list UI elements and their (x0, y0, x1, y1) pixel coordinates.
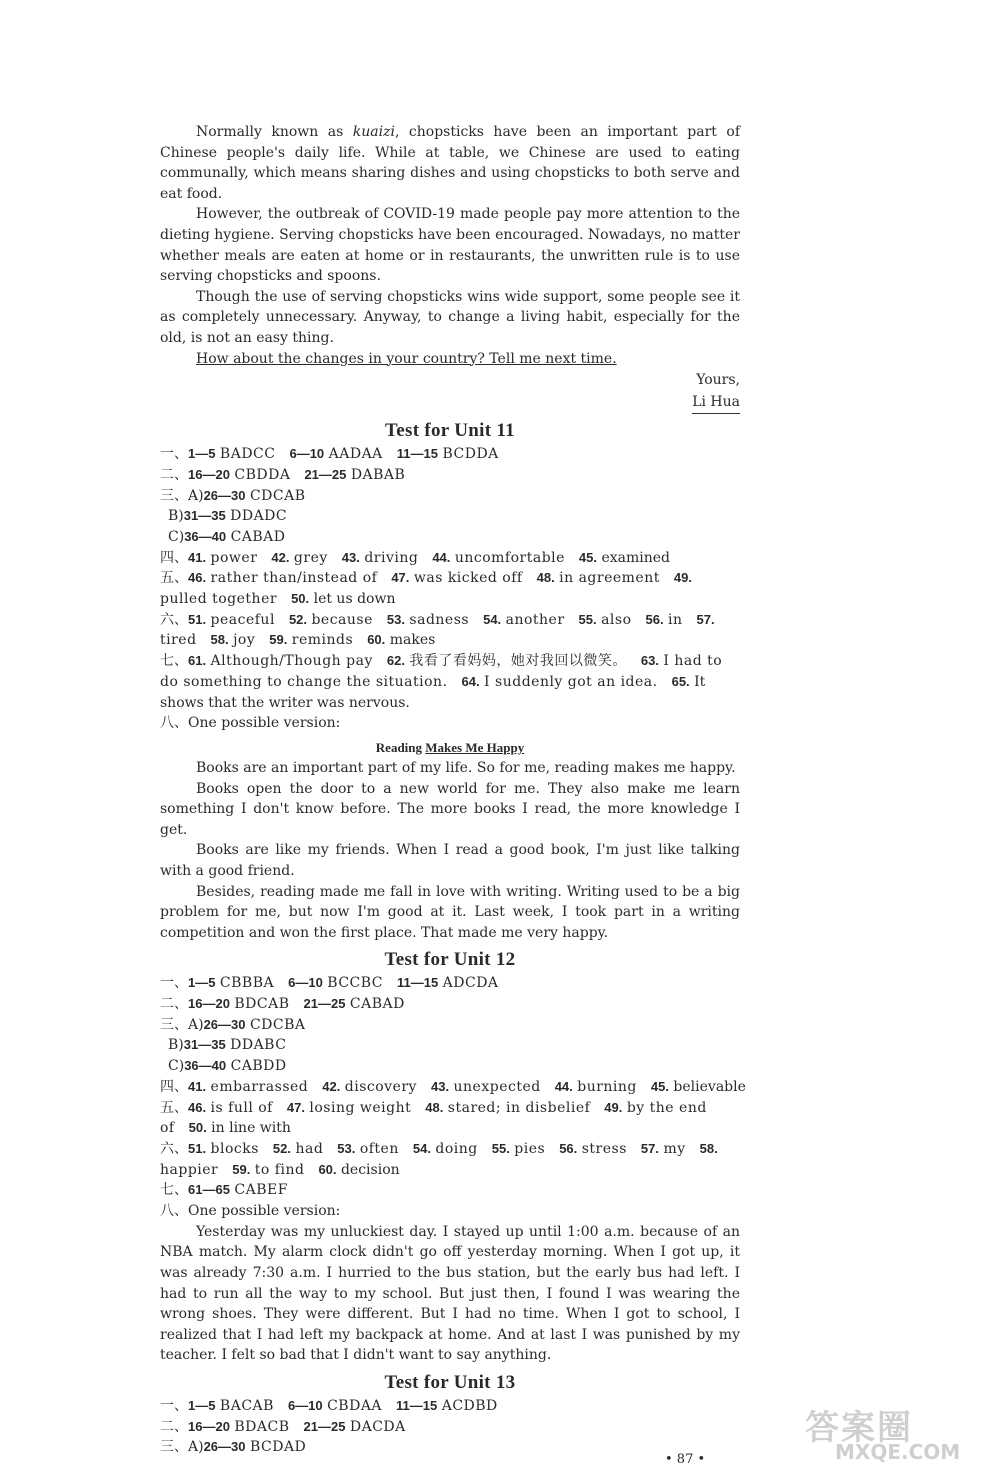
essay-paragraph: Books are like my friends. When I read a good book, I'm just like talking with a good friend. (160, 842, 740, 879)
answer-row: 三、A)26—30 BCDAD (160, 1439, 307, 1456)
answer-row: 二、16—20 BDCAB 21—25 CABAD (160, 996, 405, 1013)
italic-word: kuaizi (352, 124, 395, 140)
answer-row: 七、61. Although/Though pay 62. 我看了看妈妈，她对我回以微笑。 63. I had to do something to change the situation. 64. I suddenly got an idea. 65. It shows that the writer was nervous. (160, 653, 723, 711)
answer-row: 二、16—20 CBDDA 21—25 DABAB (160, 466, 406, 483)
answer-page (160, 122, 746, 1458)
essay-paragraph: Books are an important part of my life. So for me, reading makes me happy. (196, 759, 736, 776)
letter-paragraph (160, 349, 740, 370)
page-number: • 87 • (665, 1452, 706, 1467)
signer-name: Li Hua (692, 391, 740, 414)
essay-paragraph: Besides, reading made me fall in love with writing. Writing used to be a big problem for me, but now I'm good at it. Last week, I took part in a writing competition and won the first place. That made me very happy. (160, 883, 740, 941)
answer-row: 三、A)26—30 CDCBA (160, 1016, 306, 1033)
answer-row: 七、61—65 CABEF (160, 1182, 288, 1199)
essay-paragraph: Books open the door to a new world for me. They also make me learn something I don't know before. The more books I read, the more knowledge I get. (160, 780, 740, 838)
answer-row: 六、51. blocks 52. had 53. often 54. doing 55. pies 56. stress 57. my 58. happier 59. to find 60. decision (160, 1140, 718, 1178)
answer-row: 一、1—5 BACAB 6—10 CBDAA 11—15 ACDBD (160, 1397, 498, 1414)
letter-signature (160, 369, 740, 414)
section-title: Test for Unit 13 (384, 1371, 516, 1393)
answer-row: 三、A)26—30 CDCAB (160, 487, 306, 504)
answer-row: 四、41. embarrassed 42. discovery 43. unexpected 44. burning 45. believable (160, 1078, 746, 1095)
letter-paragraph: However, the outbreak of COVID-19 made people pay more attention to the dieting hygiene. Serving chopsticks have been encouraged. Nowadays, no matter whether meals are eaten at home or in restaurants, the unwritten rule is to use serving chopsticks and spoons. (160, 206, 740, 285)
answer-row: B)31—35 DDABC (168, 1037, 287, 1054)
letter-paragraph: Though the use of serving chopsticks wins wide support, some people see it as completely unnecessary. Anyway, to change a living habit, especially for the old, is not an easy thing. (160, 288, 740, 346)
answer-row: C)36—40 CABDD (168, 1058, 287, 1075)
answer-row: 五、46. is full of 47. losing weight 48. stared; in disbelief 49. by the end of 50. in line with (160, 1099, 707, 1137)
essay-title: Reading Makes Me Happy (375, 739, 525, 755)
answer-row: 四、41. power 42. grey 43. driving 44. uncomfortable 45. examined (160, 549, 670, 566)
letter-paragraph (160, 122, 740, 204)
answer-row: 一、1—5 CBBBA 6—10 BCCBC 11—15 ADCDA (160, 975, 499, 992)
closing: Yours, (696, 372, 740, 389)
answer-row: 六、51. peaceful 52. because 53. sadness 54. another 55. also 56. in 57. tired 58. joy 59. reminds 60. makes (160, 611, 715, 649)
answer-row: 一、1—5 BADCC 6—10 AADAA 11—15 BCDDA (160, 446, 499, 463)
answer-row: C)36—40 CABAD (168, 528, 286, 545)
answer-row: 八、One possible version: (160, 715, 341, 732)
text: , chopsticks have been an important part of Chinese people's daily life. While at table, we Chinese are used to eating communally, which means sharing dishes and using chopsticks to both serve and eat food. (160, 124, 741, 202)
section-title: Test for Unit 12 (384, 949, 516, 971)
essay-paragraph: Yesterday was my unluckiest day. I stayed up until 1:00 a.m. because of an NBA match. My alarm clock didn't go off yesterday morning. When I got up, it was already 7:30 a.m. I hurried to the bus station, but the early bus had left. I had to run all the way to my school. But just then, I found I was wearing the wrong shoes. They were different. But I had no time. When I got to school, I realized that I had left my backpack at home. And at last I was punished by my teacher. I felt so bad that I didn't want to say anything. (160, 1223, 740, 1364)
watermark-logo: 答案圈 MXQE.COM (805, 1408, 961, 1464)
section-title: Test for Unit 11 (385, 420, 515, 442)
answer-row: 二、16—20 BDACB 21—25 DACDA (160, 1418, 406, 1435)
answer-row: 五、46. rather than/instead of 47. was kicked off 48. in agreement 49. pulled together 50. let us down (160, 570, 692, 608)
text: Normally known as (196, 124, 353, 140)
underlined-sentence: How about the changes in your country? Tell me next time. (196, 350, 617, 367)
answer-row: 八、One possible version: (160, 1203, 341, 1220)
answer-row: B)31—35 DDADC (168, 508, 288, 525)
